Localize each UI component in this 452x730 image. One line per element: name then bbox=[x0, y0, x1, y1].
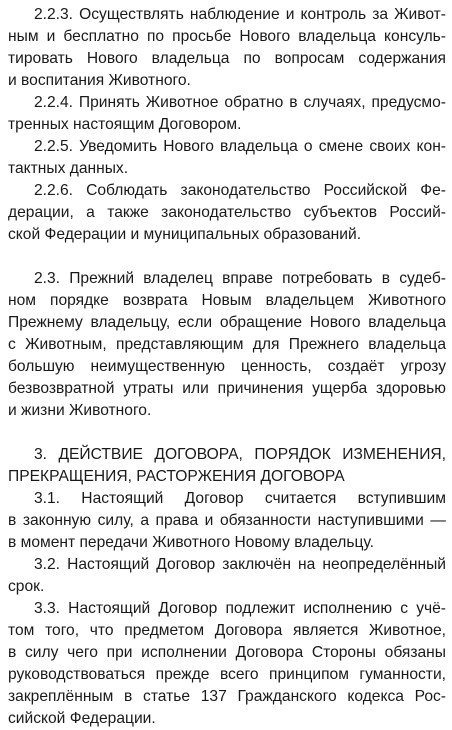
text-line: в силу чего при исполнении Договора Стороны обязаны bbox=[8, 644, 446, 661]
text-line: 2.2.3. Осуществлять наблюдение и контроль за Живот- bbox=[34, 6, 446, 23]
document-page bbox=[8, 4, 446, 730]
text-line: и жизни Животного. bbox=[8, 402, 152, 419]
text-line: с Животным, представляющим для Прежнего владельца bbox=[8, 336, 446, 353]
text-line: 2.3. Прежний владелец вправе потребовать в судеб- bbox=[34, 270, 446, 287]
text-line: и воспитания Животного. bbox=[8, 72, 191, 89]
text-line: дерации, а также законодательство субъектов Россий- bbox=[8, 204, 446, 221]
text-line: в законную силу, а права и обязанности наступившими — bbox=[8, 512, 446, 529]
text-line: 3.1. Настоящий Договор считается вступившим bbox=[34, 490, 446, 507]
text-line: 3. ДЕЙСТВИЕ ДОГОВОРА, ПОРЯДОК ИЗМЕНЕНИЯ, bbox=[34, 446, 446, 463]
text-line: ным и бесплатно по просьбе Нового владельца консуль- bbox=[8, 28, 446, 45]
text-line: 2.2.4. Принять Животное обратно в случаях, предусмо- bbox=[34, 94, 446, 111]
text-line: 3.3. Настоящий Договор подлежит исполнению с учё- bbox=[34, 600, 446, 617]
text-line: срок. bbox=[8, 578, 45, 595]
text-line: 2.2.6. Соблюдать законодательство Российской Фе- bbox=[34, 182, 446, 199]
paragraph-gap bbox=[8, 422, 446, 444]
text-line: ской Федерации и муниципальных образований. bbox=[8, 226, 362, 243]
text-line: тировать Нового владельца по вопросам содержания bbox=[8, 50, 446, 67]
text-line: 3.2. Настоящий Договор заключён на неопределённый bbox=[34, 556, 446, 573]
text-line: в момент передачи Животного Новому владельцу. bbox=[8, 534, 374, 551]
text-line: том того, что предметом Договора является Животное, bbox=[8, 622, 446, 639]
paragraph-gap bbox=[8, 246, 446, 268]
text-line: 2.2.5. Уведомить Нового владельца о смене своих кон- bbox=[34, 138, 446, 155]
text-line: сийской Федерации. bbox=[8, 710, 156, 727]
text-line: руководствоваться прежде всего принципом гуманности, bbox=[8, 666, 446, 683]
text-line: тренных настоящим Договором. bbox=[8, 116, 242, 133]
text-line: тактных данных. bbox=[8, 160, 129, 177]
text-line: Прежнему владельцу, если обращение Нового владельца bbox=[8, 314, 446, 331]
text-line: ПРЕКРАЩЕНИЯ, РАСТОРЖЕНИЯ ДОГОВОРА bbox=[8, 468, 345, 485]
text-line: закреплённым в статье 137 Гражданского кодекса Рос- bbox=[8, 688, 446, 705]
text-line: большую неимущественную ценность, создаёт угрозу bbox=[8, 358, 446, 375]
text-line: ном порядке возврата Новым владельцем Животного bbox=[8, 292, 446, 309]
text-line: безвозвратной утраты или причинения ущерба здоровью bbox=[8, 380, 446, 397]
